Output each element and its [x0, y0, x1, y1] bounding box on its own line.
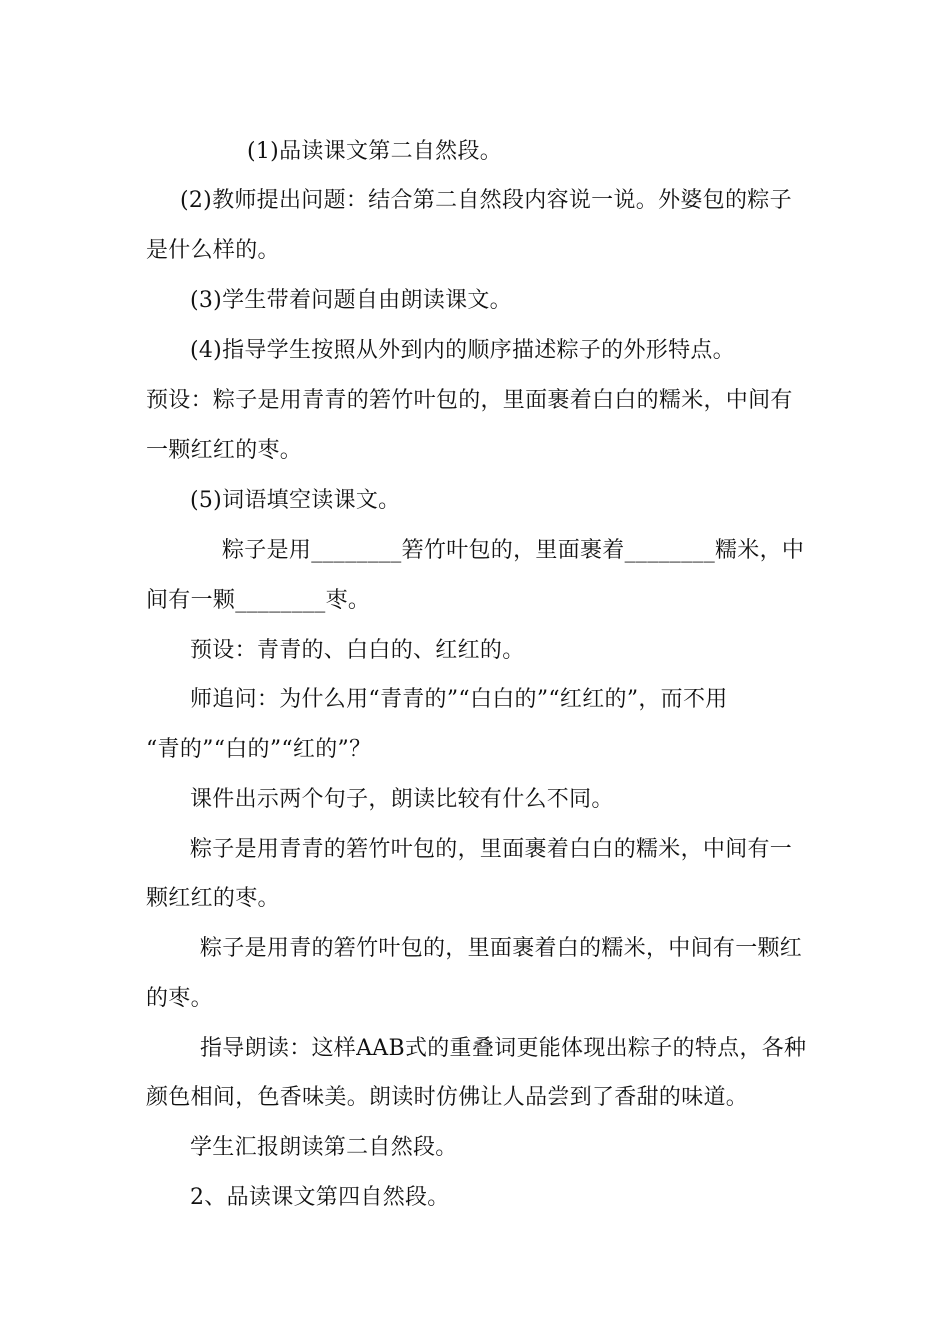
text-line: 颜色相间，色香味美。朗读时仿佛让人品尝到了香甜的味道。: [146, 1085, 749, 1110]
text-line: 师追问：为什么用“青青的”“白白的”“红红的”，而不用: [190, 687, 728, 712]
text-line: 2、品读课文第四自然段。: [190, 1185, 450, 1210]
text-line: 颗红红的枣。: [146, 886, 280, 911]
text-line: 一颗红红的枣。: [146, 438, 303, 463]
text-line: (3)学生带着问题自由朗读课文。: [190, 288, 512, 313]
text-line: 指导朗读：这样AAB式的重叠词更能体现出粽子的特点，各种: [200, 1036, 807, 1061]
text-line: (2)教师提出问题：结合第二自然段内容说一说。外婆包的粽子: [180, 188, 792, 213]
text-line: 是什么样的。: [146, 238, 280, 263]
text-line: (1)品读课文第二自然段。: [247, 139, 503, 164]
text-line: 预设：粽子是用青青的箬竹叶包的，里面裹着白白的糯米，中间有: [146, 388, 793, 413]
text-line: 间有一颗________枣。: [146, 588, 371, 613]
text-line: 课件出示两个句子，朗读比较有什么不同。: [190, 787, 614, 812]
text-line: “青的”“白的”“红的”？: [146, 737, 372, 762]
text-line: 粽子是用青青的箬竹叶包的，里面裹着白白的糯米，中间有一: [190, 837, 793, 862]
text-line: 预设：青青的、白白的、红红的。: [190, 638, 525, 663]
text-line: 的枣。: [146, 986, 213, 1011]
text-line: (5)词语填空读课文。: [190, 488, 401, 513]
text-line: 粽子是用________箬竹叶包的，里面裹着________糯米，中: [222, 538, 805, 563]
text-line: 粽子是用青的箬竹叶包的，里面裹着白的糯米，中间有一颗红: [200, 936, 803, 961]
text-line: (4)指导学生按照从外到内的顺序描述粽子的外形特点。: [190, 338, 735, 363]
text-line: 学生汇报朗读第二自然段。: [190, 1135, 458, 1160]
